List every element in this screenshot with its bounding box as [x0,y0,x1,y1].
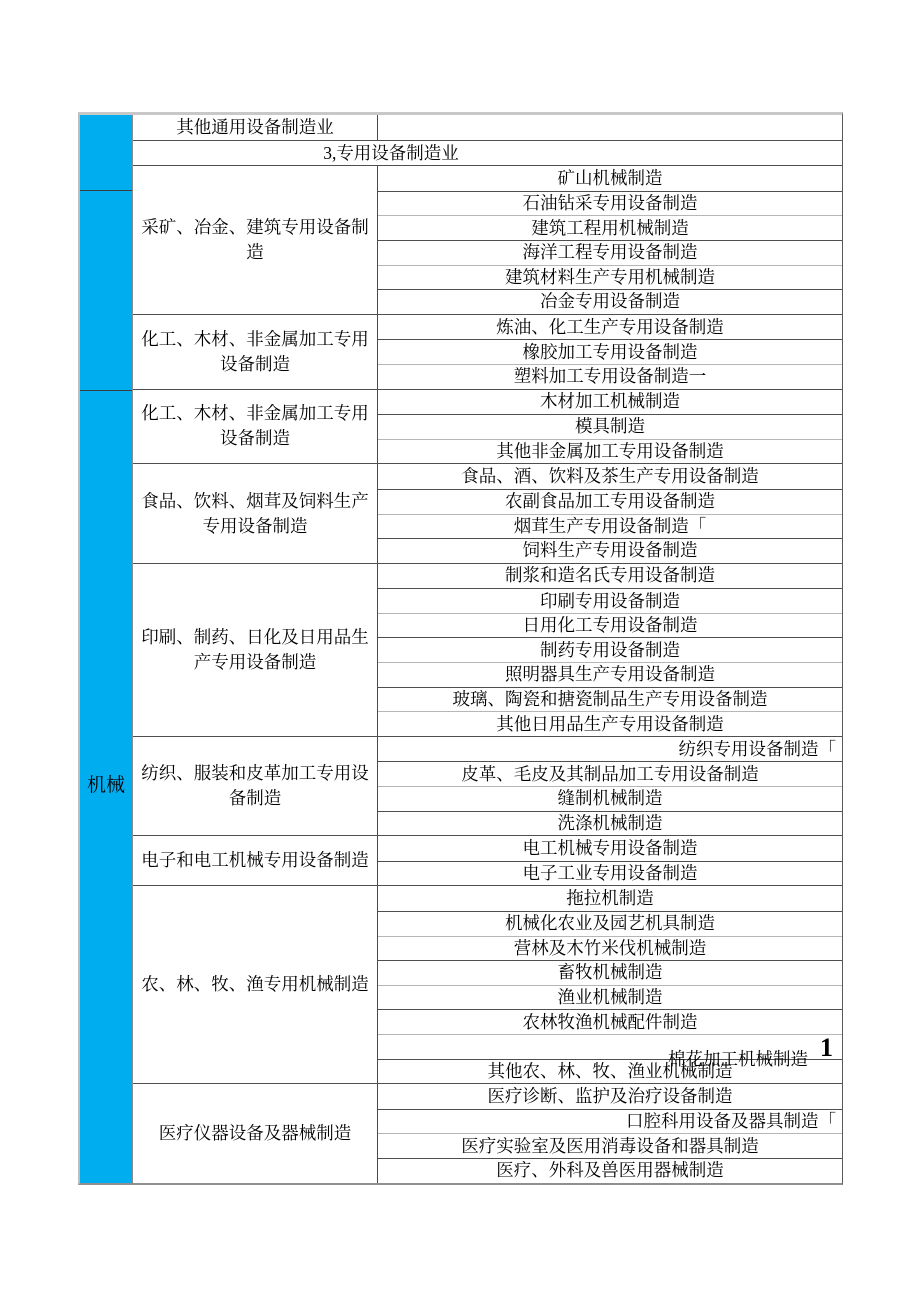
table-cell: 电子工业专用设备制造 [378,861,842,886]
table-cell: 冶金专用设备制造 [378,289,842,314]
group-items [378,1084,842,1182]
table-cell: 玻璃、陶瓷和搪瓷制品生产专用设备制造 [378,687,842,712]
table-cell: 洗涤机械制造 [378,811,842,836]
table-cell: 机械化农业及园艺机具制造 [378,911,842,936]
table-cell-clipped [378,1032,842,1069]
table-cell: 其他非金属加工专用设备制造 [378,439,842,464]
table-row [133,115,842,140]
table-cell: 模具制造 [378,414,842,439]
table-cell: 其他通用设备制造业 [133,115,378,140]
group-header-cell: 纺织、服装和皮革加工专用设备制造 [133,737,378,835]
table-cell: 建筑材料生产专用机械制造 [378,265,842,290]
table-cell: 农林牧渔机械配件制造 [378,1009,842,1034]
group-header-cell: 医疗仪器设备及器械制造 [133,1084,378,1182]
industry-category-column [80,115,133,1183]
table-cell: 拖拉机制造 [566,888,654,909]
footnote-marker: 1 [820,1032,833,1062]
group-row [133,165,842,314]
group-items [378,315,842,389]
group-header-cell: 农、林、牧、渔专用机械制造 [133,886,378,1083]
column-divider [80,390,132,391]
group-items [378,836,842,885]
table-cell: 制浆和造名氏专用设备制造 [505,565,715,586]
table-cell: 制药专用设备制造 [378,637,842,662]
table-cell: 渔业机械制造 [378,985,842,1010]
group-items [378,737,842,835]
group-header-cell: 食品、饮料、烟茸及饲料生产专用设备制造 [133,464,378,562]
table-cell: 医疗实验室及医用消毒设备和器具制造 [378,1133,842,1158]
table-cell: 照明器具生产专用设备制造 [378,662,842,687]
table-cell: 口腔科用设备及器具制造「 [378,1109,842,1134]
group-items [378,390,842,464]
table-cell: 建筑工程用机械制造 [378,215,842,240]
group-row [133,563,842,736]
table-cell: 其他农、林、牧、渔业机械制造 [378,1059,842,1084]
group-items [378,166,842,314]
group-items [378,464,842,562]
table-cell: 缝制机械制造 [378,786,842,811]
table-cell: 食品、酒、饮料及茶生产专用设备制造 [461,466,759,487]
table-cell: 皮革、毛皮及其制品加工专用设备制造 [378,761,842,786]
table-cell: 其他日用品生产专用设备制造 [378,711,842,736]
table-cell: 矿山机械制造 [557,167,663,188]
group-row [133,1083,842,1182]
group-row [133,736,842,835]
table-cell: 海洋工程专用设备制造 [378,240,842,265]
clipped-cell-text: 棉花加工机械制造 [668,1048,808,1069]
table-cell: 农副食品加工专用设备制造 [378,489,842,514]
group-header-cell: 采矿、冶金、建筑专用设备制造 [133,166,378,314]
table-cell: 炼油、化工生产专用设备制造 [496,316,724,337]
group-header-cell: 化工、木材、非金属加工专用设备制造 [133,390,378,464]
table-cell: 日用化工专用设备制造 [378,613,842,638]
group-header-cell: 印刷、制药、日化及日用品生产专用设备制造 [133,564,378,736]
group-header-cell: 电子和电工机械专用设备制造 [133,836,378,885]
table-cell: 橡胶加工专用设备制造 [378,339,842,364]
industry-side-label: 机械 [86,775,125,796]
table-cell: 医疗诊断、监护及治疗设备制造 [487,1085,733,1106]
group-header-cell: 化工、木材、非金属加工专用设备制造 [133,315,378,389]
table-cell: 纺织专用设备制造「 [678,738,836,759]
industry-classification-table [78,112,843,1185]
table-cell: 电工机械专用设备制造 [522,838,698,859]
group-items [378,564,842,736]
group-row [133,314,842,389]
table-cell: 饲料生产专用设备制造 [378,538,842,563]
table-cell-empty [378,115,842,140]
table-cell: 烟茸生产专用设备制造「 [378,514,842,539]
table-cell: 塑料加工专用设备制造一 [378,364,842,389]
group-row [133,463,842,562]
group-items [378,886,842,1083]
table-body [133,115,842,1183]
table-cell: 石油钻采专用设备制造 [378,191,842,216]
table-cell: 医疗、外科及兽医用器械制造 [378,1158,842,1183]
column-divider [80,190,132,191]
table-cell: 印刷专用设备制造 [378,588,842,613]
table-cell: 畜牧机械制造 [378,960,842,985]
table-cell: 木材加工机械制造 [540,391,680,412]
section-title-row: 3,专用设备制造业 [133,140,842,166]
group-row [133,835,842,885]
group-row [133,885,842,1083]
table-cell: 营林及木竹米伐机械制造 [378,936,842,961]
group-row [133,389,842,464]
